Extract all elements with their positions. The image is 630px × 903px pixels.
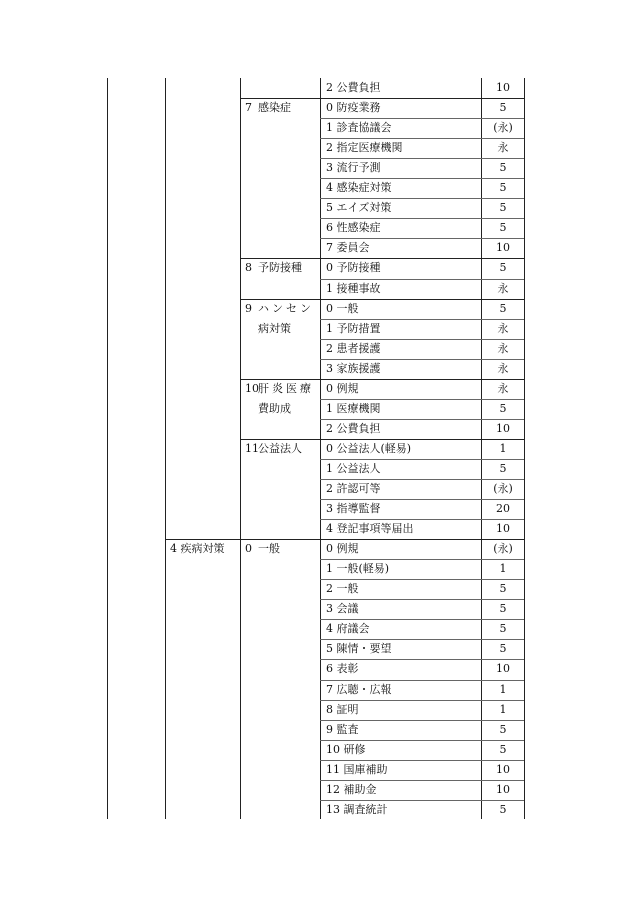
small-category-divider bbox=[240, 258, 524, 259]
row-divider bbox=[320, 599, 524, 600]
small-category-code: 8 bbox=[245, 261, 252, 275]
retention-period: 永 bbox=[497, 341, 509, 355]
row-divider bbox=[320, 319, 524, 320]
item-label: 0 一般 bbox=[326, 301, 359, 315]
item-label: 8 証明 bbox=[326, 702, 359, 716]
row-divider bbox=[320, 339, 524, 340]
item-label: 4 府議会 bbox=[326, 622, 370, 636]
retention-period: 5 bbox=[499, 461, 507, 475]
small-category-name: 病対策 bbox=[258, 321, 291, 335]
item-label: 5 エイズ対策 bbox=[326, 201, 392, 215]
small-category-name: 予防接種 bbox=[258, 261, 302, 275]
row-divider bbox=[320, 359, 524, 360]
retention-period: 永 bbox=[497, 361, 509, 375]
retention-period: 5 bbox=[499, 642, 507, 656]
row-divider bbox=[320, 659, 524, 660]
item-label: 11 国庫補助 bbox=[326, 762, 388, 776]
retention-period: 5 bbox=[499, 261, 507, 275]
row-divider bbox=[320, 619, 524, 620]
retention-period: 5 bbox=[499, 181, 507, 195]
item-label: 2 許認可等 bbox=[326, 482, 381, 495]
small-category-code: 7 bbox=[245, 101, 252, 115]
item-label: 10 研修 bbox=[326, 742, 366, 756]
retention-period: 5 bbox=[499, 742, 507, 756]
retention-period: 10 bbox=[496, 241, 510, 255]
item-label: 1 予防措置 bbox=[326, 321, 381, 335]
row-divider bbox=[320, 279, 524, 280]
retention-period: 5 bbox=[499, 401, 507, 415]
small-category-name: 費助成 bbox=[258, 401, 291, 415]
item-label: 2 一般 bbox=[326, 582, 359, 596]
row-divider bbox=[320, 238, 524, 239]
small-category-code: 11 bbox=[245, 441, 259, 455]
item-label: 7 広聴・広報 bbox=[326, 682, 392, 696]
small-category-name: 一般 bbox=[258, 542, 280, 556]
retention-period: 5 bbox=[499, 582, 507, 596]
table-vertical-rule bbox=[320, 78, 321, 819]
row-divider bbox=[320, 499, 524, 500]
row-divider bbox=[320, 118, 524, 119]
small-category-divider bbox=[240, 439, 524, 440]
item-label: 1 接種事故 bbox=[326, 281, 381, 295]
retention-period: 5 bbox=[499, 722, 507, 736]
retention-period: 5 bbox=[499, 622, 507, 636]
item-label: 1 公益法人 bbox=[326, 461, 381, 475]
row-divider bbox=[320, 760, 524, 761]
retention-period: 10 bbox=[496, 762, 510, 776]
small-category-code: 0 bbox=[245, 542, 252, 556]
item-label: 6 表彰 bbox=[326, 662, 359, 676]
retention-period: 1 bbox=[499, 702, 507, 716]
item-label: 1 診査協議会 bbox=[326, 121, 392, 135]
item-label: 1 医療機関 bbox=[326, 401, 381, 415]
item-label: 9 監査 bbox=[326, 722, 359, 736]
item-label: 7 委員会 bbox=[326, 241, 370, 255]
retention-period: 10 bbox=[496, 662, 510, 676]
small-category-name: ハンセン bbox=[258, 301, 314, 315]
item-label: 5 陳情・要望 bbox=[326, 642, 392, 656]
small-category-code: 9 bbox=[245, 301, 252, 315]
retention-period: 5 bbox=[499, 101, 507, 115]
small-category-code: 10 bbox=[245, 381, 259, 395]
retention-period: 5 bbox=[499, 301, 507, 315]
row-divider bbox=[320, 559, 524, 560]
row-divider bbox=[320, 579, 524, 580]
mid-category-label: 4 疾病対策 bbox=[170, 542, 225, 556]
retention-period: (永) bbox=[493, 542, 513, 556]
retention-period: 1 bbox=[499, 441, 507, 455]
row-divider bbox=[320, 419, 524, 420]
item-label: 2 公費負担 bbox=[326, 421, 381, 435]
retention-period: 5 bbox=[499, 802, 507, 816]
item-label: 0 防疫業務 bbox=[326, 101, 381, 115]
row-divider bbox=[320, 218, 524, 219]
retention-period: 5 bbox=[499, 201, 507, 215]
table-vertical-rule bbox=[107, 78, 108, 819]
small-category-name: 感染症 bbox=[258, 101, 291, 115]
retention-period: 10 bbox=[496, 421, 510, 435]
retention-period: 1 bbox=[499, 682, 507, 696]
small-category-divider bbox=[240, 98, 524, 99]
item-label: 3 流行予測 bbox=[326, 161, 381, 175]
table-vertical-rule bbox=[165, 78, 166, 819]
row-divider bbox=[320, 720, 524, 721]
retention-period: 10 bbox=[496, 81, 510, 94]
row-divider bbox=[320, 780, 524, 781]
item-label: 3 指導監督 bbox=[326, 502, 381, 516]
row-divider bbox=[320, 198, 524, 199]
row-divider bbox=[320, 800, 524, 801]
row-divider bbox=[320, 479, 524, 480]
item-label: 0 例規 bbox=[326, 381, 359, 395]
item-label: 2 公費負担 bbox=[326, 81, 381, 94]
item-label: 0 公益法人(軽易) bbox=[326, 441, 412, 455]
item-label: 12 補助金 bbox=[326, 782, 377, 796]
retention-period: 10 bbox=[496, 522, 510, 536]
retention-period: 20 bbox=[496, 502, 510, 516]
row-divider bbox=[320, 399, 524, 400]
retention-period: 永 bbox=[497, 321, 509, 335]
small-category-name: 公益法人 bbox=[258, 441, 302, 455]
row-divider bbox=[320, 639, 524, 640]
item-label: 6 性感染症 bbox=[326, 221, 381, 235]
small-category-divider bbox=[240, 299, 524, 300]
small-category-divider bbox=[240, 379, 524, 380]
retention-period: (永) bbox=[493, 482, 513, 495]
row-divider bbox=[320, 680, 524, 681]
retention-period: 永 bbox=[497, 281, 509, 295]
retention-period: 1 bbox=[499, 562, 507, 576]
table-vertical-rule bbox=[240, 78, 241, 819]
row-divider bbox=[320, 700, 524, 701]
retention-period: (永) bbox=[493, 121, 513, 135]
item-label: 2 患者援護 bbox=[326, 341, 381, 355]
item-label: 4 感染症対策 bbox=[326, 181, 392, 195]
row-divider bbox=[320, 158, 524, 159]
item-label: 3 会議 bbox=[326, 602, 359, 616]
section-divider bbox=[165, 539, 524, 540]
retention-period: 永 bbox=[497, 141, 509, 155]
small-category-name: 肝炎医療 bbox=[258, 381, 314, 395]
retention-period: 5 bbox=[499, 221, 507, 235]
item-label: 1 一般(軽易) bbox=[326, 562, 390, 576]
row-divider bbox=[320, 138, 524, 139]
item-label: 0 例規 bbox=[326, 542, 359, 556]
row-divider bbox=[320, 519, 524, 520]
row-divider bbox=[320, 459, 524, 460]
item-label: 13 調査統計 bbox=[326, 802, 388, 816]
row-divider bbox=[320, 740, 524, 741]
item-label: 2 指定医療機関 bbox=[326, 141, 403, 155]
row-divider bbox=[320, 178, 524, 179]
retention-period: 10 bbox=[496, 782, 510, 796]
retention-period: 永 bbox=[497, 381, 509, 395]
retention-period: 5 bbox=[499, 602, 507, 616]
item-label: 0 予防接種 bbox=[326, 261, 381, 275]
item-label: 3 家族援護 bbox=[326, 361, 381, 375]
item-label: 4 登記事項等届出 bbox=[326, 522, 414, 536]
retention-period: 5 bbox=[499, 161, 507, 175]
